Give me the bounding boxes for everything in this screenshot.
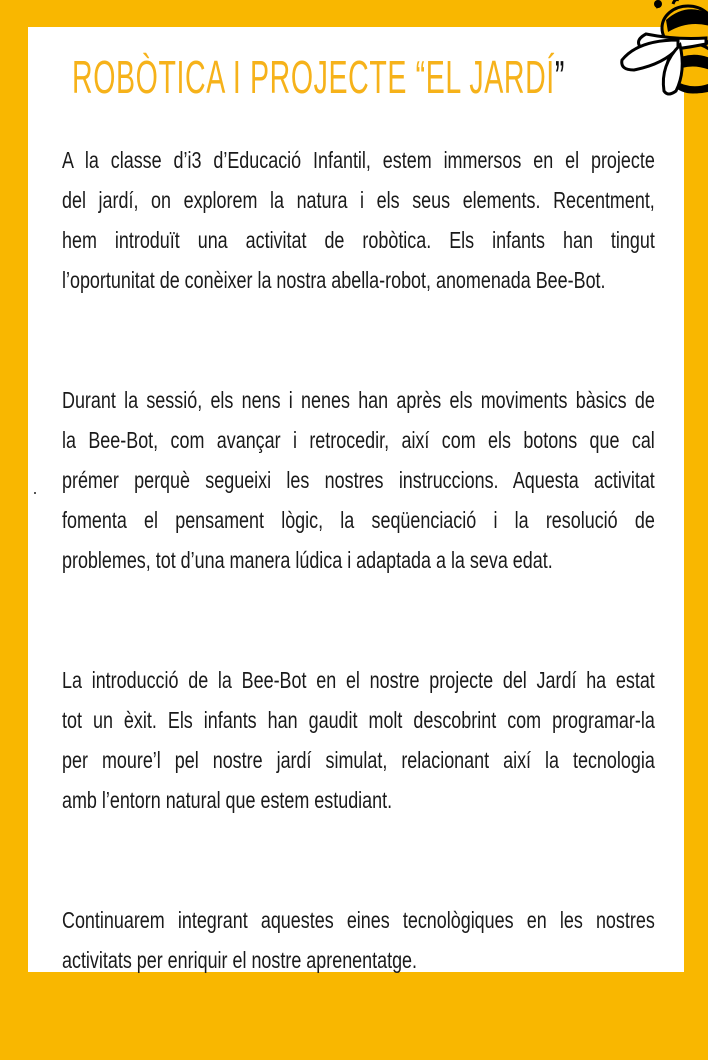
text-line: A la classe d’i3 d’Educació Infantil, estem immersos en el projecte [62,147,655,173]
title-text: ROBÒTICA I PROJECTE “EL JARDÍ [72,51,555,103]
text-line: tot un èxit. Els infants han gaudit molt descobrint com programar-la [62,707,655,733]
stray-dot [34,492,36,494]
page-title [72,50,565,104]
text-line: fomenta el pensament lògic, la seqüenciació i la resolució de [62,507,655,533]
text-line: la Bee-Bot, com avançar i retrocedir, així com els botons que cal [62,427,655,453]
text-line: per moure’l pel nostre jardí simulat, relacionant així la tecnologia [62,747,655,773]
paragraph-3 [62,660,655,820]
bee-icon [598,0,708,120]
title-close-quote: ” [554,51,565,103]
text-line: La introducció de la Bee-Bot en el nostre projecte del Jardí ha estat [62,667,655,693]
text-line: amb l’entorn natural que estem estudiant. [62,787,393,813]
paragraph-4 [62,900,655,980]
text-line: hem introduït una activitat de robòtica. Els infants han tingut [62,227,655,253]
text-line: del jardí, on explorem la natura i els seus elements. Recentment, [62,187,655,213]
text-line: prémer perquè segueixi les nostres instruccions. Aquesta activitat [62,467,655,493]
text-line: l’oportunitat de conèixer la nostra abella-robot, anomenada Bee-Bot. [62,267,606,293]
text-line: Durant la sessió, els nens i nenes han après els moviments bàsics de [62,387,655,413]
text-line: problemes, tot d’una manera lúdica i adaptada a la seva edat. [62,547,553,573]
text-line: activitats per enriquir el nostre aprenentatge. [62,947,418,973]
text-line: Continuarem integrant aquestes eines tecnològiques en les nostres [62,907,655,933]
article-body [62,140,655,1060]
paragraph-1 [62,140,655,300]
paragraph-2 [62,380,655,580]
